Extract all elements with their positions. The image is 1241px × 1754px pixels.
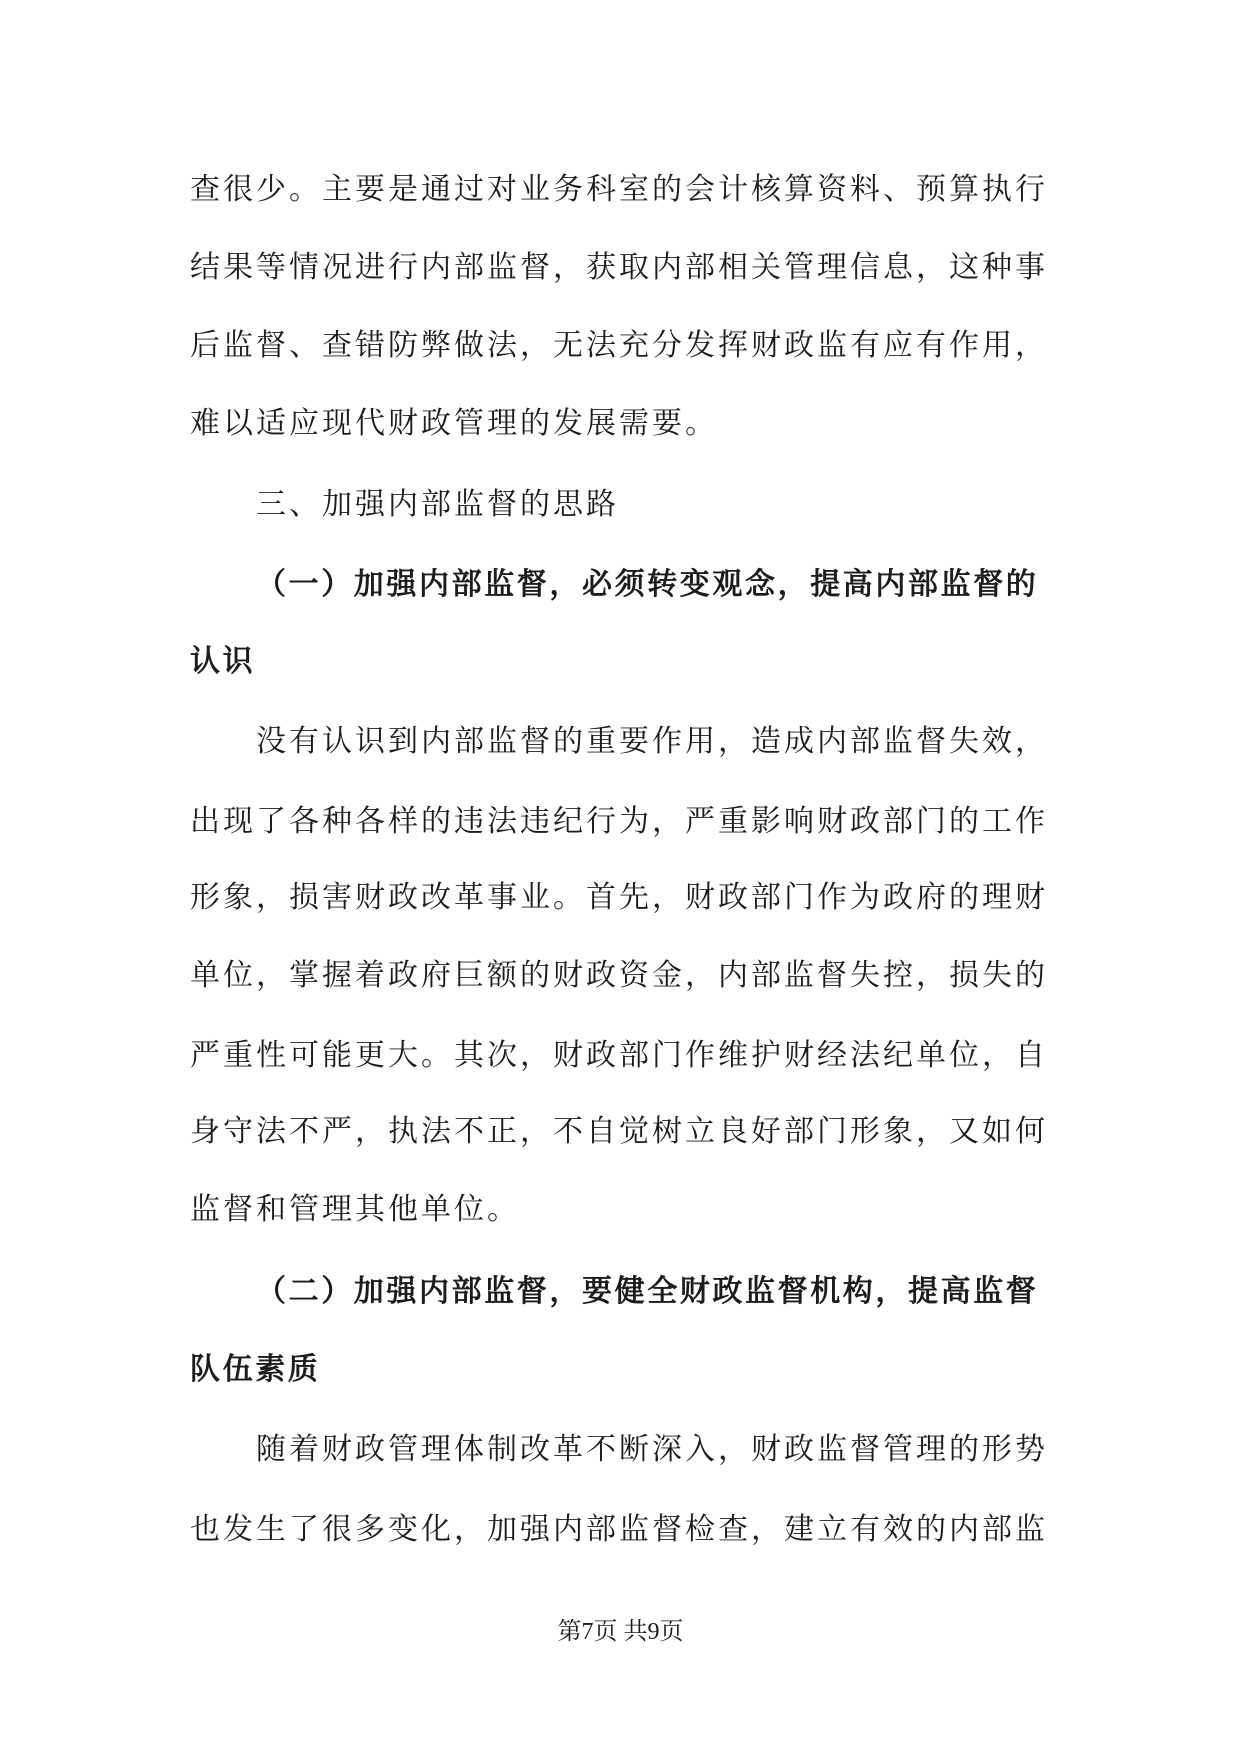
text-line: 没有认识到内部监督的重要作用，造成内部监督失效， [256,725,1048,758]
section-heading: 三、加强内部监督的思路 [256,488,619,521]
page-number-footer: 第7页 共9页 [557,1619,684,1645]
text-line: 查很少。主要是通过对业务科室的会计核算资料、预算执行 [190,173,1048,206]
heading-line: （一）加强内部监督，必须转变观念，提高内部监督的 [256,568,1039,601]
heading-line: 认识 [190,645,256,678]
text-line: 后监督、查错防弊做法，无法充分发挥财政监有应有作用， [190,329,1048,362]
text-line: 严重性可能更大。其次，财政部门作维护财经法纪单位，自 [190,1039,1048,1072]
text-line: 出现了各种各样的违法违纪行为，严重影响财政部门的工作 [190,805,1048,838]
text-line: 结果等情况进行内部监督，获取内部相关管理信息，这种事 [190,251,1048,284]
text-line: 监督和管理其他单位。 [190,1193,520,1226]
heading-line: 队伍素质 [190,1353,321,1386]
text-line: 难以适应现代财政管理的发展需要。 [190,407,718,440]
text-line: 身守法不严，执法不正，不自觉树立良好部门形象，又如何 [190,1115,1048,1148]
text-line: 也发生了很多变化，加强内部监督检查，建立有效的内部监 [190,1513,1048,1546]
text-line: 单位，掌握着政府巨额的财政资金，内部监督失控，损失的 [190,959,1048,992]
text-line: 形象，损害财政改革事业。首先，财政部门作为政府的理财 [190,881,1048,914]
heading-line: （二）加强内部监督，要健全财政监督机构，提高监督 [256,1275,1039,1308]
text-line: 随着财政管理体制改革不断深入，财政监督管理的形势 [256,1433,1048,1466]
